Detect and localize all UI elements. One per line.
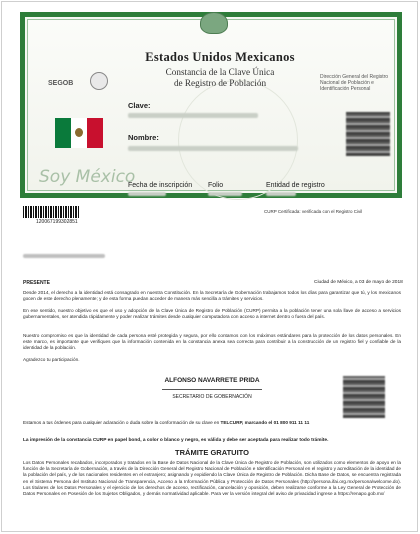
signer-role: SECRETARIO DE GOBERNACIÓN: [172, 394, 252, 400]
folio-value-redacted: [208, 192, 242, 196]
bottom-qr-code-redacted: [343, 376, 385, 418]
signer-name: ALFONSO NAVARRETE PRIDA: [164, 377, 260, 384]
fecha-value-redacted: [128, 192, 166, 196]
signature-line: [162, 389, 262, 390]
paragraph-2: En ese sentido, nuestro objetivo es que el uso y adopción de la Clave Única de Registro de Población (CURP) permita a la población tener una sola llave de acceso a servicios gubernamentales, ser atendida rápidamente y poder realizar trámites desde cualquier computadora con acceso a internet dentro o fuera del país.: [23, 308, 401, 320]
nombre-value-redacted: [128, 146, 298, 151]
privacy-notice: Los Datos Personales recabados, incorporados y tratados en la Base de Datos Nacional de la Clave Única de Registro de Población, son utilizados como elementos de apoyo en la función de la Secretaría de Gobernación, a través de la Dirección General del Registro Nacional de Población e Identificación Personal en el registro y acreditación de la identidad de la población del país, y de los nacionales residentes en el extranjero; asignando y expidiendo la Clave Única de Registro de Población. Dicha Base de Datos, se encuentra registrada en el Sistema Persona del Instituto Nacional de Transparencia, Acceso a la Información Pública y Protección de Datos Personales (http://persona.ifai.org.mx/persona/welcome.do). Los titulares de los Datos Personales y el ejercicio de los derechos de acceso, rectificación, cancelación y oposición, deben realizarse conforme a la Ley General de Protección de Datos Personales en Posesión de los Sujetos Obligados, y demás normatividad aplicable. Para ver la versión integral del aviso de privacidad ingrese a https://renapo.gob.mx/: [23, 460, 401, 497]
contact-phone: TELCURP, marcando el 01 800 911 11 11: [220, 420, 310, 425]
certificate-note: CURP Certificada: verificada con el Registro Civil: [264, 209, 363, 214]
subtitle-line-2: de Registro de Población: [173, 78, 267, 88]
certificate-inner-frame: [27, 19, 395, 191]
certificate-title: Estados Unidos Mexicanos: [145, 50, 295, 64]
paragraph-4: Agradezco tu participación.: [23, 357, 80, 362]
clave-label: Clave:: [128, 101, 151, 110]
coat-of-arms-icon: [90, 72, 108, 90]
greeting: PRESENTE: [23, 280, 50, 286]
fecha-inscripcion-label: Fecha de inscripción: [128, 182, 193, 189]
nombre-label: Nombre:: [128, 133, 159, 142]
soy-mexico-watermark: Soy México: [39, 167, 136, 187]
entidad-value-redacted: [266, 192, 296, 196]
mexico-flag-icon: [55, 118, 103, 148]
document-page: [1, 1, 418, 532]
paragraph-3: Nuestro compromiso es que la identidad de cada persona esté protegida y segura, por ello contamos con los máximos estándares para la protección de los datos personales. En este marco, es importante que verifiques que la información contenida en la constancia anexa sea correcta para contribuir a la construcción de un registro fiel y confiable de la identidad de la población.: [23, 333, 401, 351]
direccion-general-text: Dirección General del Registro Nacional de Población e Identificación Personal: [320, 74, 389, 92]
qr-code-redacted: [346, 112, 390, 156]
folio-label: Folio: [208, 182, 224, 189]
clave-value-redacted: [128, 113, 258, 118]
national-emblem-icon: [200, 12, 228, 34]
curp-certificate: [20, 12, 402, 198]
contact-line: [23, 420, 309, 425]
segob-logo: SEGOB: [48, 80, 74, 87]
paragraph-1: Desde 2014, el derecho a la identidad está consagrado en nuestra Constitución. En la Secretaría de Gobernación trabajamos todos los días para garantizar que tú, y los mexicanos gocen de este derecho plenamente; y de esta forma puedan acceder de manera más sencilla a trámites y servicios.: [23, 290, 401, 302]
entidad-registro-label: Entidad de registro: [266, 182, 325, 189]
barcode: [23, 206, 79, 218]
letter-date: Ciudad de México, a 03 de mayo de 2018: [314, 280, 403, 285]
tramite-gratuito-title: TRÁMITE GRATUITO: [175, 448, 249, 457]
subtitle-line-1: Constancia de la Clave Única: [165, 67, 275, 77]
print-validity-note: La impresión de la constancia CURP en papel bond, a color o blanco y negro, es válida y debe ser aceptada para realizar todo trámite.: [23, 438, 329, 443]
certificate-subtitle: [120, 67, 320, 89]
contact-prefix: Estamos a tus órdenes para cualquier aclaración o duda sobre la conformación de su clave en: [23, 420, 220, 425]
barcode-number: 120067199302851: [36, 219, 78, 225]
recipient-name-redacted: [23, 254, 105, 258]
